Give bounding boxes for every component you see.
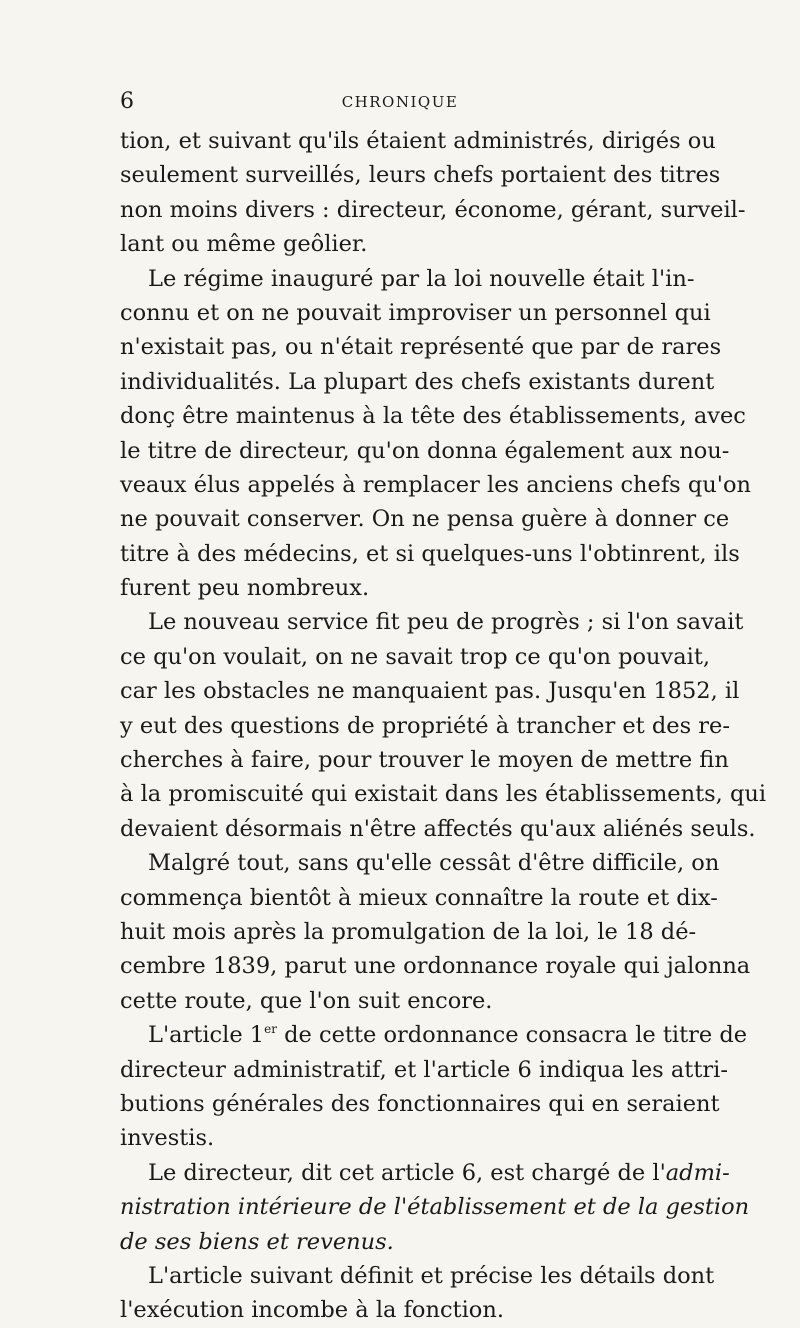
text-line: cembre 1839, parut une ordonnance royale qui jalonna [120, 953, 751, 980]
text-line: ne pouvait conserver. On ne pensa guère à donner ce [120, 506, 730, 533]
text-line: le titre de directeur, qu'on donna également aux nou- [120, 437, 730, 464]
text-line: seulement surveillés, leurs chefs portaient des titres [120, 162, 721, 189]
text-line: à la promiscuité qui existait dans les établissements, qui [120, 781, 767, 808]
text-line [120, 1018, 748, 1052]
text-line: donç être maintenus à la tête des établissements, avec [120, 403, 746, 430]
text-fragment: de cette ordonnance consacra le titre de [276, 1022, 748, 1049]
text-line: devaient désormais n'être affectés qu'aux aliénés seuls. [120, 815, 756, 842]
text-fragment: L'article 1 [148, 1022, 265, 1049]
text-line: directeur administratif, et l'article 6 indiqua les attri- [120, 1056, 728, 1083]
text-line: cherches à faire, pour trouver le moyen de mettre fin [120, 747, 729, 774]
text-line: connu et on ne pouvait improviser un personnel qui [120, 299, 711, 326]
text-line: y eut des questions de propriété à trancher et des re- [120, 712, 730, 739]
text-line: n'existait pas, ou n'était représenté que par de rares [120, 334, 722, 361]
text-line: Le régime inauguré par la loi nouvelle était l'in- [148, 265, 695, 292]
text-line: huit mois après la promulgation de la loi, le 18 dé- [120, 918, 697, 945]
text-line [120, 1156, 730, 1190]
text-line: non moins divers : directeur, économe, gérant, surveil- [120, 196, 746, 223]
body-text [120, 124, 767, 1328]
text-line: ce qu'on voulait, on ne savait trop ce qu'on pouvait, [120, 643, 711, 670]
italic-fragment: admi- [665, 1159, 730, 1186]
text-line: L'article suivant définit et précise les détails dont [148, 1262, 715, 1289]
text-line: Malgré tout, sans qu'elle cessât d'être difficile, on [148, 850, 720, 877]
page-number: 6 [120, 89, 134, 114]
text-line: car les obstacles ne manquaient pas. Jusqu'en 1852, il [120, 678, 740, 705]
text-line: individualités. La plupart des chefs existants durent [120, 368, 715, 395]
text-line: l'exécution incombe à la fonction. [120, 1297, 504, 1324]
text-line: titre à des médecins, et si quelques-uns l'obtinrent, ils [120, 540, 740, 567]
text-line: lant ou même geôlier. [120, 231, 368, 258]
text-fragment: Le directeur, dit cet article 6, est chargé de l' [148, 1159, 666, 1186]
text-line: nistration intérieure de l'établissement et de la gestion [120, 1194, 750, 1221]
text-line: furent peu nombreux. [120, 575, 370, 602]
page-header [120, 88, 680, 118]
text-line: cette route, que l'on suit encore. [120, 987, 493, 1014]
running-head: CHRONIQUE [341, 93, 459, 111]
text-line: tion, et suivant qu'ils étaient administrés, dirigés ou [120, 128, 716, 154]
text-line: veaux élus appelés à remplacer les anciens chefs qu'on [120, 471, 751, 498]
text-line: investis. [120, 1125, 215, 1152]
text-line: commença bientôt à mieux connaître la route et dix- [120, 884, 718, 911]
text-line: Le nouveau service fit peu de progrès ; si l'on savait [148, 609, 744, 636]
text-line: de ses biens et revenus. [120, 1228, 394, 1255]
superscript: er [264, 1022, 277, 1037]
text-line: butions générales des fonctionnaires qui en seraient [120, 1090, 720, 1117]
